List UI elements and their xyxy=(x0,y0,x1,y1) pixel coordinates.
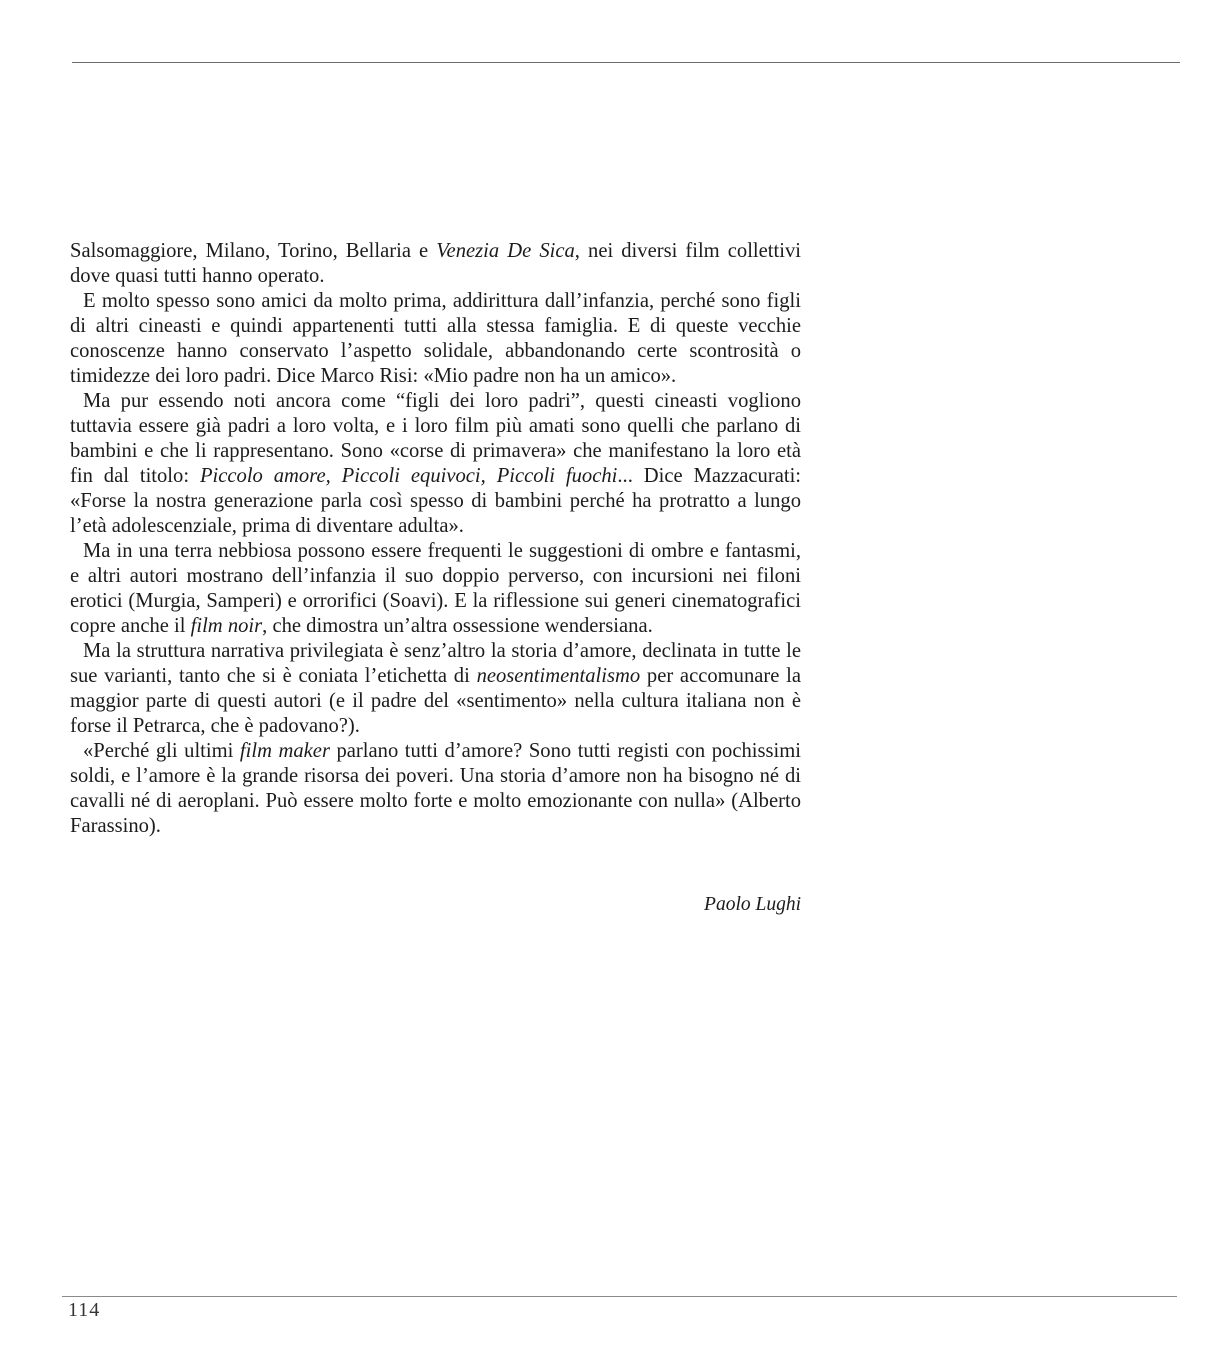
bottom-rule xyxy=(62,1296,1177,1297)
paragraph-5 xyxy=(70,639,801,739)
paragraph-6-text-c: parlano tutti d’amore? Sono tutti registi con pochissimi soldi, e l’amore è la grande risorsa dei poveri. Una storia d’amore non ha bisogno né di cavalli né di aeroplani. Può essere molto forte e molto emozionante con nulla» (Alberto Farassino). xyxy=(70,740,801,837)
paragraph-4-text-c: , che dimostra un’altra ossessione wendersiana. xyxy=(262,615,653,637)
paragraph-2: E molto spesso sono amici da molto prima, addirittura dall’infanzia, perché sono figli di altri cineasti e quindi appartenenti tutti alla stessa famiglia. E di queste vecchie conoscenze hanno conservato l’aspetto solidale, abbandonando certe scontrosità o timidezze dei loro padri. Dice Marco Risi: «Mio padre non ha un amico». xyxy=(70,290,801,387)
paragraph-6-text-a: «Perché gli ultimi xyxy=(83,740,240,762)
paragraph-6 xyxy=(70,739,801,839)
paragraph-4-text-a: Ma in una terra nebbiosa possono essere frequenti le suggestioni di ombre e fantasmi, e altri autori mostrano dell’infanzia il suo doppio perverso, con incursioni nei filoni erotici (Murgia, Samperi) e orrorifici (Soavi). E la riflessione sui generi cinematografici copre anche il xyxy=(70,540,801,637)
article-body xyxy=(70,239,801,839)
page-number: 114 xyxy=(68,1299,101,1321)
term-neosentimentalismo: neosentimentalismo xyxy=(476,665,641,687)
term-film-maker: film maker xyxy=(239,740,330,762)
top-rule xyxy=(72,62,1180,63)
paragraph-5-text-a: Ma la struttura narrativa privilegiata è senz’altro la storia d’amore, declinata in tutte le sue varianti, tanto che si è coniata l’etichetta di xyxy=(70,640,801,687)
paragraph-3-text-c: ... Dice Mazzacurati: «Forse la nostra generazione parla così spesso di bambini perché ha protratto a lungo l’età adolescenziale, prima di diventare adulta». xyxy=(70,465,802,537)
paragraph-5-text-c: per accomunare la maggior parte di questi autori (e il padre del «sentimento» nella cultura italiana non è forse il Petrarca, che è padovano?). xyxy=(70,665,801,737)
paragraph-1 xyxy=(70,239,801,289)
paragraph-4 xyxy=(70,539,801,639)
paragraph-1-text-c: , nei diversi film collettivi dove quasi tutti hanno operato. xyxy=(70,240,801,287)
film-title-venezia-de-sica: Venezia De Sica xyxy=(436,240,575,262)
paragraph-3-text-a: Ma pur essendo noti ancora come “figli dei loro padri”, questi cineasti vogliono tuttavia essere già padri a loro volta, e i loro film più amati sono quelli che parlano di bambini e che li rappresentano. Sono «corse di primavera» che manifestano la loro età fin dal titolo: xyxy=(70,390,801,487)
author-signature: Paolo Lughi xyxy=(704,894,801,915)
paragraph-1-text-a: Salsomaggiore, Milano, Torino, Bellaria e xyxy=(70,240,437,262)
genre-film-noir: film noir xyxy=(190,615,263,637)
paragraph-3 xyxy=(70,389,801,539)
film-titles-piccoli: Piccolo amore, Piccoli equivoci, Piccoli fuochi xyxy=(199,465,618,487)
